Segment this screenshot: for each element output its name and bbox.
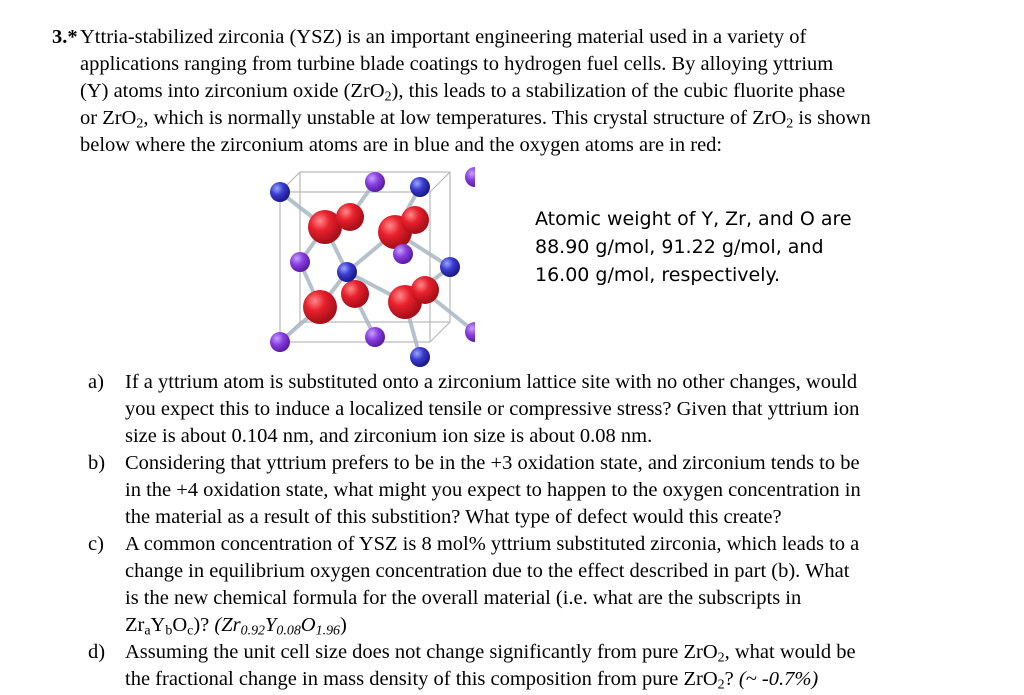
atomic-weight-note <box>535 205 895 289</box>
part-d-label: d) <box>88 641 106 663</box>
part-c-answer-hint: ($Zr_{0.92}Y_{0.08}O_{1.96}$ <box>214 614 340 639</box>
intro-line-1: Yttria-stabilized zirconia (YSZ) is an important engineering material used in a variety of <box>80 26 807 48</box>
part-c <box>88 531 988 639</box>
zirconium-atoms <box>270 167 475 367</box>
part-a <box>88 369 988 450</box>
question-parts <box>88 369 988 693</box>
part-b-line-1: Considering that yttrium prefers to be in the +3 oxidation state, and zirconium tends to be <box>125 452 860 474</box>
part-d-answer-hint: (~ -0.7%) <box>738 668 819 690</box>
note-line-3: 16.00 g/mol, respectively. <box>535 264 781 286</box>
question-number: 3.* <box>52 26 78 48</box>
part-c-line-1: A common concentration of YSZ is 8 mol% yttrium substituted zirconia, which leads to a <box>125 533 860 555</box>
part-c-line-4: $Zr_aY_bO_c$)? $(Zr_{0.92}Y_{0.08}O_{1.96})$ <box>125 614 347 639</box>
part-a-line-3: size is about 0.104 nm, and zirconium ion size is about 0.08 nm. <box>125 425 653 447</box>
crystal-structure-figure <box>255 162 475 372</box>
intro-line-2: applications ranging from turbine blade coatings to hydrogen fuel cells. By alloying yttrium <box>80 53 834 75</box>
part-d-line-2: the fractional change in mass density of this composition from pure ZrO$_2$? (~ -0.7%) <box>125 668 819 693</box>
part-c-label: c) <box>88 533 104 555</box>
part-a-line-1: If a yttrium atom is substituted onto a zirconium lattice site with no other changes, would <box>125 371 858 393</box>
note-line-2: 88.90 g/mol, 91.22 g/mol, and <box>535 236 824 258</box>
part-a-label: a) <box>88 371 104 393</box>
oxygen-atoms <box>303 203 439 324</box>
part-d-line-1: Assuming the unit cell size does not change significantly from pure ZrO$_2$, what would be <box>125 641 856 666</box>
part-b-line-3: the material as a result of this substition? What type of defect would this create? <box>125 506 782 528</box>
note-line-1: Atomic weight of Y, Zr, and O are <box>535 208 852 230</box>
question-intro <box>52 24 982 159</box>
intro-line-4: or ZrO$_2$, which is normally unstable at low temperatures. This crystal structure of ZrO$_2$ is shown <box>80 107 871 132</box>
intro-line-3: (Y) atoms into zirconium oxide (ZrO$_2$), this leads to a stabilization of the cubic fluorite phase <box>80 80 846 105</box>
part-d <box>88 639 988 693</box>
part-b-line-2: in the +4 oxidation state, what might you expect to happen to the oxygen concentration in <box>125 479 861 501</box>
intro-line-5: below where the zirconium atoms are in blue and the oxygen atoms are in red: <box>80 134 723 156</box>
part-b-label: b) <box>88 452 106 474</box>
question-intro-text <box>80 24 982 159</box>
part-c-line-3: is the new chemical formula for the overall material (i.e. what are the subscripts in <box>125 587 802 609</box>
part-a-line-2: you expect this to induce a localized tensile or compressive stress? Given that yttrium ion <box>125 398 860 420</box>
part-c-line-2: change in equilibrium oxygen concentration due to the effect described in part (b). What <box>125 560 850 582</box>
part-b <box>88 450 988 531</box>
